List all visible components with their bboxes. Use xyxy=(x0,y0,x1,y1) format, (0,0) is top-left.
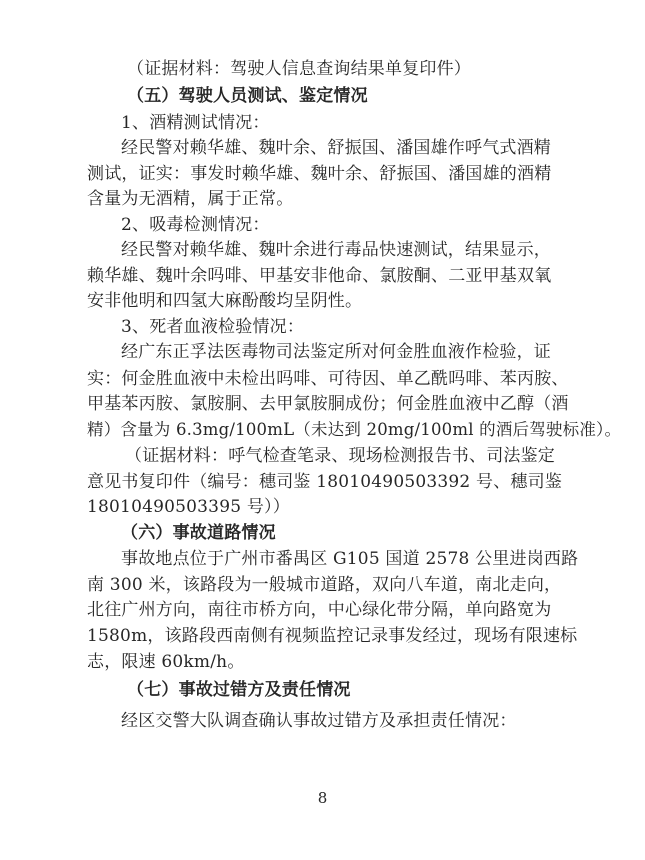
paragraph-line: 经民警对赖华雄、魏叶余进行毒品快速测试，结果显示， xyxy=(121,240,551,260)
section-heading-six: （六）事故道路情况 xyxy=(121,523,276,543)
paragraph-line: 经广东正孚法医毒物司法鉴定所对何金胜血液作检验，证 xyxy=(121,342,551,362)
subheading-drug-test: 2、吸毒检测情况： xyxy=(121,215,270,235)
section-heading-seven: （七）事故过错方及责任情况 xyxy=(127,680,351,700)
paragraph-line: 北往广州方向，南往市桥方向，中心绿化带分隔，单向路宽为 xyxy=(87,600,552,620)
paragraph-line: 实：何金胜血液中未检出吗啡、可待因、单乙酰吗啡、苯丙胺、 xyxy=(87,369,569,389)
section-heading-five: （五）驾驶人员测试、鉴定情况 xyxy=(127,86,368,106)
subheading-alcohol-test: 1、酒精测试情况： xyxy=(121,113,270,133)
paragraph-line: 事故地点位于广州市番禺区 G105 国道 2578 公里进岗西路 xyxy=(121,549,579,569)
paragraph-line: 志，限速 60km/h。 xyxy=(87,652,245,672)
paragraph-line: 经区交警大队调查确认事故过错方及承担责任情况： xyxy=(121,711,517,731)
paragraph-line: 赖华雄、魏叶余吗啡、甲基安非他命、氯胺酮、二亚甲基双氧 xyxy=(87,266,552,286)
paragraph-line: 含量为无酒精，属于正常。 xyxy=(87,189,294,209)
paragraph-line: 南 300 米，该路段为一般城市道路，双向八车道，南北走向， xyxy=(87,575,562,595)
paragraph-line: 安非他明和四氢大麻酚酸均呈阴性。 xyxy=(87,291,363,311)
paragraph-line: 1580m，该路段西南侧有视频监控记录事发经过，现场有限速标 xyxy=(87,626,578,646)
paragraph-line: 精）含量为 6.3mg/100mL（未达到 20mg/100ml 的酒后驾驶标准）。 xyxy=(87,420,622,439)
evidence-note-tests: 意见书复印件（编号：穗司鉴 18010490503392 号、穗司鉴 xyxy=(87,472,563,492)
evidence-note-tests: 18010490503395 号）） xyxy=(87,497,290,517)
paragraph-line: 测试，证实：事发时赖华雄、魏叶余、舒振国、潘国雄的酒精 xyxy=(87,164,552,184)
evidence-note-driver-info: （证据材料：驾驶人信息查询结果单复印件） xyxy=(127,59,471,79)
paragraph-line: 经民警对赖华雄、魏叶余、舒振国、潘国雄作呼气式酒精 xyxy=(121,138,551,158)
paragraph-line: 甲基苯丙胺、氯胺胴、去甲氯胺胴成份；何金胜血液中乙醇（酒 xyxy=(87,394,569,414)
page-number: 8 xyxy=(317,789,328,807)
evidence-note-tests: （证据材料：呼气检查笔录、现场检测报告书、司法鉴定 xyxy=(125,446,555,466)
subheading-blood-test: 3、死者血液检验情况： xyxy=(121,317,305,337)
